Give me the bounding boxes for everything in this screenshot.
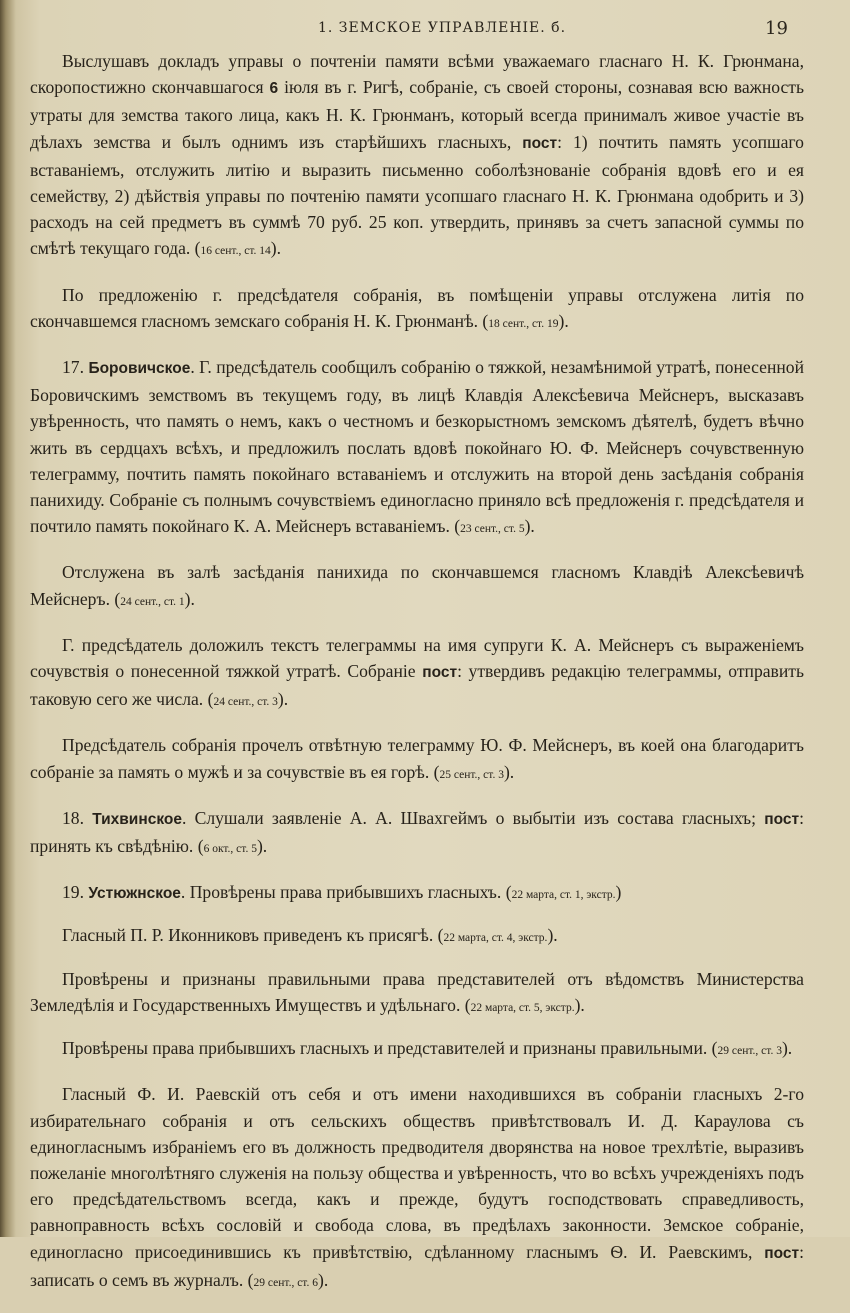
text-run: ).: [574, 994, 585, 1015]
bold-term: пост: [764, 810, 800, 828]
text-run: ).: [277, 689, 289, 710]
session-reference: 22 марта, ст. 5, экстр.: [470, 1001, 575, 1014]
text-run: ).: [503, 761, 515, 782]
session-reference: 18 сент., ст. 19: [488, 317, 559, 330]
paragraph: [30, 922, 804, 951]
text-run: Гласный П. Р. Иконниковъ приведенъ къ присягѣ. (: [62, 925, 444, 946]
paragraph: [30, 1081, 804, 1296]
bold-term: Боровичское: [88, 360, 191, 378]
text-run: Предсѣдатель собранія прочелъ отвѣтную телеграмму Ю. Ф. Мейснеръ, въ коей она благодаритъ собраніе за память о мужѣ и за сочувствіе въ ея горѣ. (: [30, 735, 804, 782]
text-run: ).: [256, 836, 268, 857]
page-header: [0, 18, 850, 42]
text-run: ).: [781, 1038, 793, 1059]
text-run: : 1) почтить память усопшаго вставаніемъ, отслужить литію и выразить письменно соболѣзнованіе собранія вдовѣ его и ея семейству, 2) дѣйствія управы по почтенію памяти усопшаго гласнаго Н. К. Грюнмана одобрить и 3) расходъ на сей предметъ въ суммѣ 70 руб. 25 коп. утвердить, принявъ за счетъ запасной суммы по смѣтѣ текущаго года. (: [30, 131, 804, 259]
text-run: ).: [558, 310, 569, 331]
text-run: ).: [184, 588, 195, 609]
paragraph: [30, 632, 804, 716]
text-run: ).: [547, 925, 558, 946]
paragraph: [30, 48, 804, 265]
session-reference: 29 сент., ст. 6: [253, 1276, 318, 1289]
session-reference: 22 марта, ст. 1, экстр.: [511, 889, 616, 902]
paragraph: [30, 354, 804, 542]
session-reference: 29 сент., ст. 3: [717, 1045, 782, 1058]
text-run: 19.: [62, 882, 89, 903]
bold-term: пост: [422, 664, 458, 682]
bold-term: Тихвинское: [92, 810, 182, 828]
bold-term: пост: [522, 134, 558, 152]
running-title: 1. ЗЕМСКОЕ УПРАВЛЕНІЕ. б.: [318, 20, 567, 36]
session-reference: 25 сент., ст. 3: [439, 768, 504, 781]
paragraph: [30, 966, 804, 1021]
text-run: ).: [317, 1269, 329, 1290]
text-run: . Провѣрены права прибывшихъ гласныхъ. (: [180, 882, 512, 903]
session-reference: 6 окт., ст. 5: [203, 843, 257, 856]
bold-term: 6: [269, 80, 279, 98]
text-run: Отслужена въ залѣ засѣданія панихида по скончавшемся гласномъ Клавдіѣ Алексѣевичѣ Мейснеръ. (: [30, 562, 804, 609]
session-reference: 22 марта, ст. 4, экстр.: [443, 932, 548, 945]
text-run: 18.: [62, 807, 93, 828]
text-run: Г. предсѣдатель доложилъ текстъ телеграммы на имя супруги К. А. Мейснеръ съ выраженіемъ сочувствія о понесенной тяжкой утратѣ. Собраніе: [30, 634, 804, 682]
text-run: Провѣрены и признаны правильными права представителей отъ вѣдомствъ Министерства Земледѣлія и Государственныхъ Имуществъ и удѣльнаго. (: [30, 968, 804, 1015]
session-reference: 23 сент., ст. 5: [460, 523, 525, 536]
text-run: ).: [270, 238, 281, 259]
paragraph: [30, 805, 804, 862]
paragraph: [30, 879, 804, 908]
text-run: 17.: [62, 357, 89, 378]
session-reference: 16 сент., ст. 14: [200, 245, 271, 258]
paragraph: [30, 282, 804, 337]
paragraph: [30, 1035, 804, 1064]
text-run: По предложенію г. предсѣдателя собранія, въ помѣщеніи управы отслужена литія по скончавшемся гласномъ земскаго собранія Н. К. Грюнманѣ. (: [30, 284, 804, 331]
text-run: : принять къ свѣдѣнію. (: [30, 807, 805, 857]
text-run: . Слушали заявленіе А. А. Швахгеймъ о выбытіи изъ состава гласныхъ;: [181, 807, 765, 828]
session-reference: 24 сент., ст. 3: [213, 696, 278, 709]
text-run: іюля въ г. Ригѣ, собраніе, съ своей стороны, сознавая всю важность утраты для земства такого лица, какъ Н. К. Грюнманъ, который всегда принималъ живое участіе въ дѣлахъ земства и былъ однимъ изъ старѣйшихъ гласныхъ,: [30, 77, 804, 152]
text-run: ): [615, 882, 622, 903]
text-run: : записать о семъ въ журналъ. (: [30, 1241, 804, 1290]
bold-term: Устюжнское: [88, 885, 181, 903]
session-reference: 24 сент., ст. 1: [120, 595, 185, 608]
paragraph: [30, 732, 804, 787]
paragraph: [30, 559, 804, 614]
page-number: 19: [765, 18, 788, 39]
text-run: Гласный Ф. И. Раевскій отъ себя и отъ имени находившихся въ собраніи гласныхъ 2-го избирательнаго собранія и отъ сельскихъ обществъ привѣтствовалъ И. Д. Караулова съ единогласнымъ избраніемъ его въ должность предводителя дворянства на новое трехлѣтіе, выразивъ пожеланіе многолѣтняго служенія на пользу общества и увѣренность, что во всѣхъ учрежденіяхъ подъ его предсѣдательствомъ всегда, какъ и прежде, будутъ господствовать справедливость, равноправность всѣхъ сословій и свобода слова, въ предѣлахъ законности. Земское собраніе, единогласно присоединившись къ привѣтствію, сдѣланному гласнымъ Ѳ. И. Раевскимъ,: [30, 1084, 804, 1262]
bold-term: пост: [764, 1244, 800, 1262]
text-run: : утвердивъ редакцію телеграммы, отправить таковую сего же числа. (: [30, 661, 804, 710]
text-run: ).: [524, 516, 535, 537]
document-body: [30, 48, 804, 1313]
text-run: Провѣрены права прибывшихъ гласныхъ и представителей и признаны правильными. (: [62, 1038, 718, 1059]
text-run: . Г. предсѣдатель сообщилъ собранію о тяжкой, незамѣнимой утратѣ, понесенной Боровичскимъ земствомъ въ текущемъ году, въ лицѣ Клавдія Алексѣевича Мейснеръ, высказавъ увѣренность, что память о немъ, какъ о честномъ и безкорыстномъ земскомъ дѣятелѣ, будетъ вѣчно жить въ сердцахъ всѣхъ, и предложилъ послать вдовѣ покойнаго Ю. Ф. Мейснеръ сочувственную телеграмму, почтить память покойнаго вставаніемъ и отслужить на второй день засѣданія собранія панихиду. Собраніе съ полнымъ сочувствіемъ единогласно приняло всѣ предложенія г. предсѣдателя и почтило память покойнаго К. А. Мейснеръ вставаніемъ. (: [30, 357, 804, 537]
text-run: Выслушавъ докладъ управы о почтеніи памяти всѣми уважаемаго гласнаго Н. К. Грюнмана, скоропостижно скончавшагося: [30, 51, 804, 98]
